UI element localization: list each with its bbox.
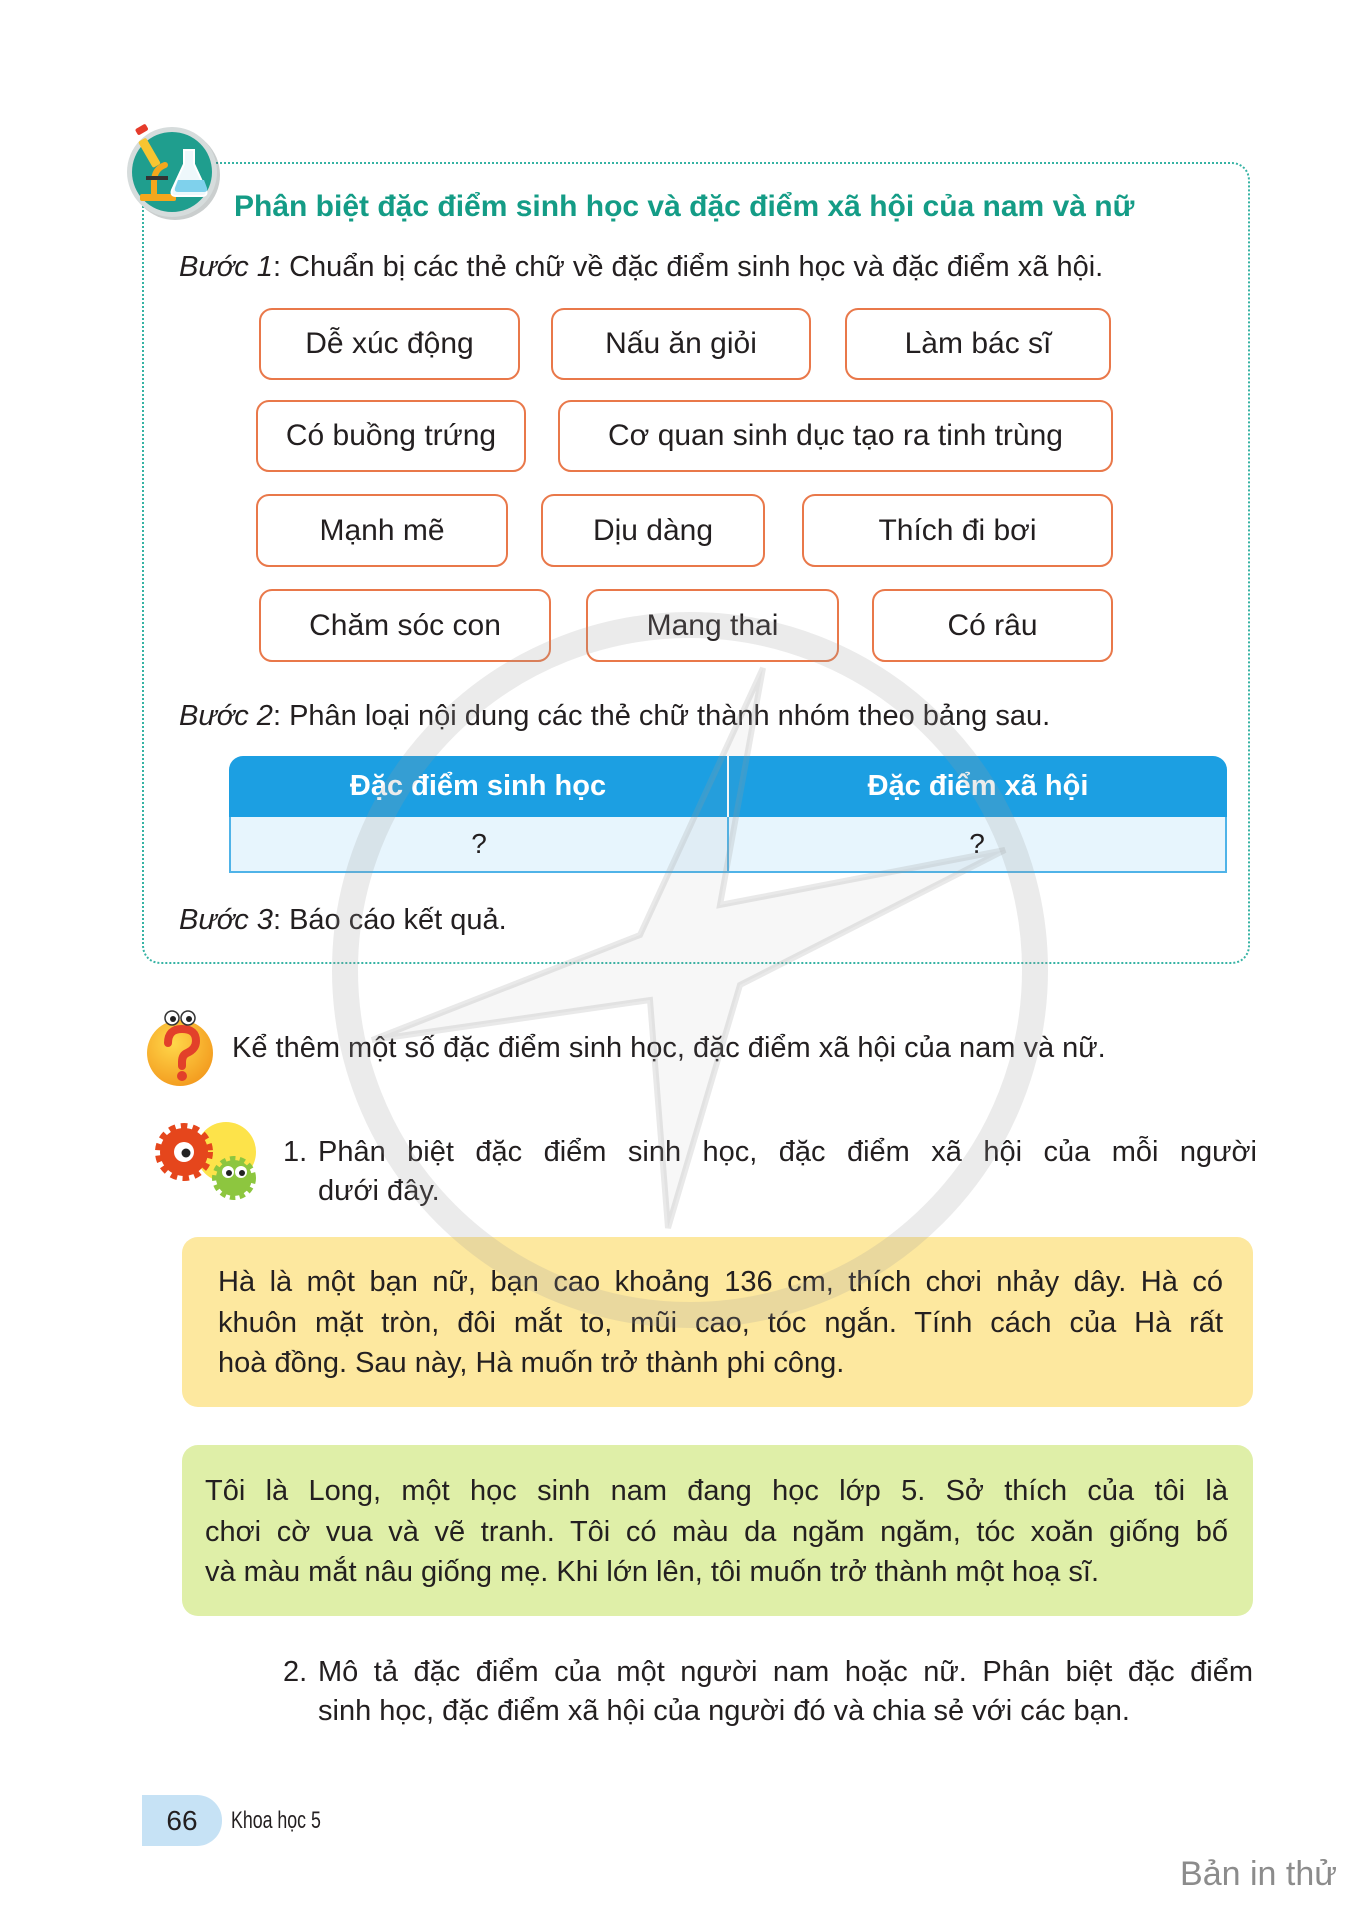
case-line: hoà đồng. Sau này, Hà muốn trở thành phi công. (218, 1347, 845, 1379)
word-card: Có buồng trứng (256, 400, 526, 472)
item-line: dưới đây. (318, 1175, 440, 1207)
word-card: Có râu (872, 589, 1113, 662)
word-card: Mạnh mẽ (256, 494, 508, 567)
step-text: : Chuẩn bị các thẻ chữ về đặc điểm sinh học và đặc điểm xã hội. (272, 251, 1104, 283)
step-label: Bước 2 (179, 700, 273, 732)
item-number: 1. (283, 1136, 308, 1168)
step-label: Bước 3 (179, 904, 273, 936)
word-card: Chăm sóc con (259, 589, 551, 662)
item-line: Phân biệt đặc điểm sinh học, đặc điểm xã hội của mỗi người (318, 1136, 1257, 1168)
step-3 (179, 903, 507, 937)
word-card: Mang thai (586, 589, 839, 662)
step-label: Bước 1 (179, 251, 273, 283)
case-card-ha (182, 1237, 1253, 1407)
classification-table (229, 756, 1227, 873)
table-header-row (229, 756, 1227, 817)
microscope-flask-icon (124, 122, 224, 222)
step-text: : Báo cáo kết quả. (272, 904, 507, 936)
case-card-long (182, 1445, 1253, 1616)
word-card: Cơ quan sinh dục tạo ra tinh trùng (558, 400, 1113, 472)
practice-item-1 (318, 1133, 1257, 1211)
item-number: 2. (283, 1656, 308, 1688)
table-header-biological: Đặc điểm sinh học (229, 756, 729, 817)
practice-item-2 (318, 1653, 1253, 1731)
word-card: Nấu ăn giỏi (551, 308, 811, 380)
word-card: Làm bác sĩ (845, 308, 1111, 380)
item-line: sinh học, đặc điểm xã hội của người đó và chia sẻ với các bạn. (318, 1695, 1130, 1727)
case-line: khuôn mặt tròn, đôi mắt to, mũi cao, tóc ngắn. Tính cách của Hà rất (218, 1306, 1223, 1339)
activity-title: Phân biệt đặc điểm sinh học và đặc điểm xã hội của nam và nữ (234, 190, 1135, 223)
case-line: Tôi là Long, một học sinh nam đang học lớp 5. Sở thích của tôi là (205, 1475, 1228, 1507)
book-title: Khoa học 5 (231, 1807, 321, 1834)
item-line: Mô tả đặc điểm của một người nam hoặc nữ. Phân biệt đặc điểm (318, 1656, 1253, 1688)
step-1 (179, 250, 1103, 284)
table-cell-social: ? (969, 828, 985, 859)
case-line: và màu mắt nâu giống mẹ. Khi lớn lên, tôi muốn trở thành một hoạ sĩ. (205, 1556, 1100, 1588)
case-line: Hà là một bạn nữ, bạn cao khoảng 136 cm, thích chơi nhảy dây. Hà có (218, 1266, 1223, 1298)
word-card: Dịu dàng (541, 494, 765, 567)
page-number: 66 (142, 1795, 222, 1846)
case-line: chơi cờ vua và vẽ tranh. Tôi có màu da ngăm ngăm, tóc xoăn giống bố (205, 1515, 1228, 1548)
table-header-social: Đặc điểm xã hội (867, 770, 1089, 802)
question-mark-icon (141, 1008, 221, 1088)
gears-icon (148, 1118, 263, 1204)
table-cell-biological: ? (231, 817, 729, 871)
word-card: Dễ xúc động (259, 308, 520, 380)
table-row (229, 817, 1227, 873)
draft-label: Bản in thử (1180, 1855, 1337, 1893)
step-text: : Phân loại nội dung các thẻ chữ thành nhóm theo bảng sau. (272, 700, 1051, 732)
word-card: Thích đi bơi (802, 494, 1113, 567)
question-text: Kể thêm một số đặc điểm sinh học, đặc điểm xã hội của nam và nữ. (232, 1032, 1106, 1064)
step-2 (179, 699, 1050, 733)
